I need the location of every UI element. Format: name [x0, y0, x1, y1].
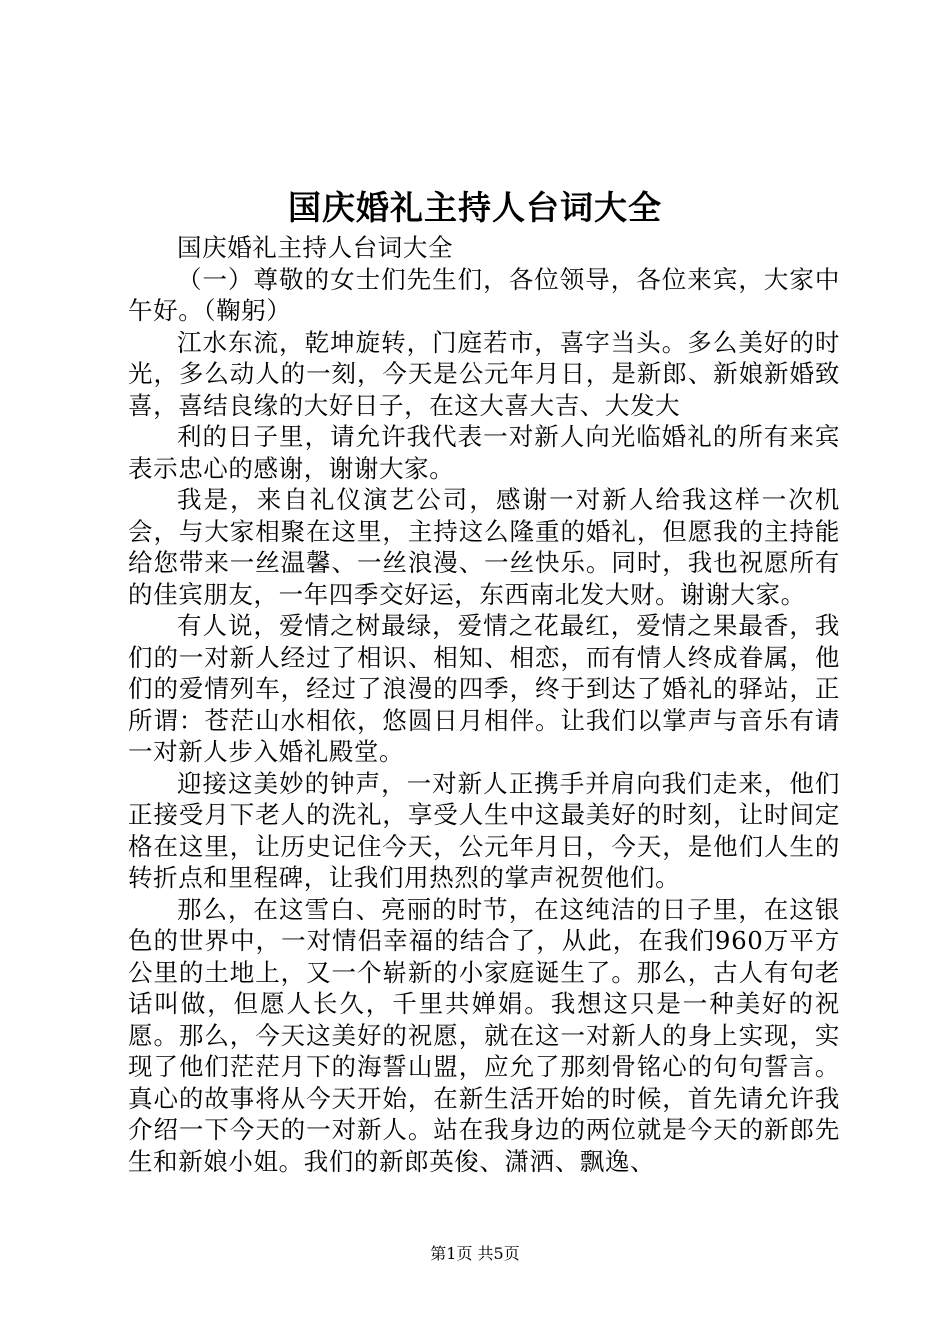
document-body — [128, 232, 840, 1177]
paragraph: 江水东流，乾坤旋转，门庭若市，喜字当头。多么美好的时光，多么动人的一刻，今天是公元年月日，是新郎、新娘新婚致喜，喜结良缘的大好日子，在这大喜大吉、大发大 — [128, 327, 840, 420]
paragraph: （一）尊敬的女士们先生们，各位领导，各位来宾，大家中午好。（鞠躬） — [128, 264, 840, 325]
paragraph: 我是，来自礼仪演艺公司，感谢一对新人给我这样一次机会，与大家相聚在这里，主持这么隆重的婚礼，但愿我的主持能给您带来一丝温馨、一丝浪漫、一丝快乐。同时，我也祝愿所有的佳宾朋友，一年四季交好运，东西南北发大财。谢谢大家。 — [128, 485, 840, 609]
paragraph: 利的日子里，请允许我代表一对新人向光临婚礼的所有来宾表示忠心的感谢，谢谢大家。 — [128, 422, 840, 483]
paragraph: 那么，在这雪白、亮丽的时节，在这纯洁的日子里，在这银色的世界中，一对情侣幸福的结合了，从此，在我们960万平方公里的土地上，又一个崭新的小家庭诞生了。那么，古人有句老话叫做，但愿人长久，千里共婵娟。我想这只是一种美好的祝愿。那么，今天这美好的祝愿，就在这一对新人的身上实现，实现了他们茫茫月下的海誓山盟，应允了那刻骨铭心的句句誓言。真心的故事将从今天开始，在新生活开始的时候，首先请允许我介绍一下今天的一对新人。站在我身边的两位就是今天的新郎先生和新娘小姐。我们的新郎英俊、潇洒、飘逸、 — [128, 894, 840, 1176]
paragraph: 迎接这美妙的钟声，一对新人正携手并肩向我们走来，他们正接受月下老人的洗礼，享受人生中这最美好的时刻，让时间定格在这里，让历史记住今天，公元年月日，今天，是他们人生的转折点和里程碑，让我们用热烈的掌声祝贺他们。 — [128, 768, 840, 892]
document-title: 国庆婚礼主持人台词大全 — [288, 188, 662, 227]
paragraph: 国庆婚礼主持人台词大全 — [177, 233, 454, 262]
page-number-footer: 第1页 共5页 — [430, 1244, 520, 1263]
paragraph: 有人说，爱情之树最绿，爱情之花最红，爱情之果最香，我们的一对新人经过了相识、相知、相恋，而有情人终成眷属，他们的爱情列车，经过了浪漫的四季，终于到达了婚礼的驿站，正所谓：苍茫山水相依，悠圆日月相伴。让我们以掌声与音乐有请一对新人步入婚礼殿堂。 — [128, 611, 840, 766]
